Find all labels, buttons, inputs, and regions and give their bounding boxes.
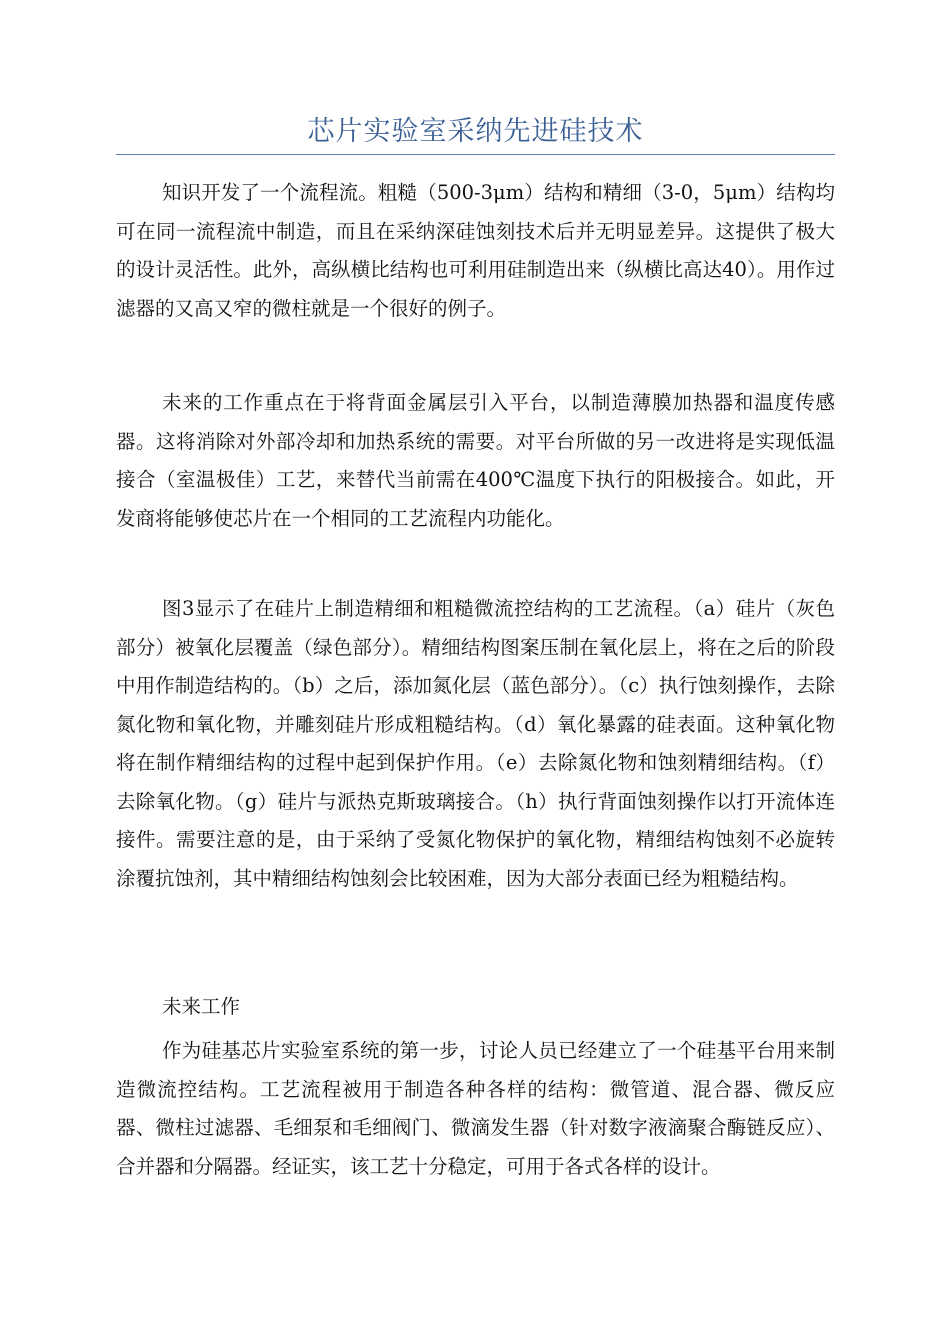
paragraph-future-focus: 未来的工作重点在于将背面金属层引入平台，以制造薄膜加热器和温度传感器。这将消除对外部冷却和加热系统的需要。对平台所做的另一改进将是实现低温接合（室温极佳）工艺，来替代当前需在400℃温度下执行的阳极接合。如此，开发商将能够使芯片在一个相同的工艺流程内功能化。 <box>116 391 835 530</box>
document-title: 芯片实验室采纳先进硅技术 <box>307 116 644 147</box>
section-heading-future-work: 未来工作 <box>162 995 241 1018</box>
paragraph-process-flow: 知识开发了一个流程流。粗糙（500-3μm）结构和精细（3-0，5μm）结构均可在同一流程流中制造，而且在采纳深硅蚀刻技术后并无明显差异。这提供了极大的设计灵活性。此外，高纵横比结构也可利用硅制造出来（纵横比高达40）。用作过滤器的又高又窄的微柱就是一个很好的例子。 <box>116 181 835 320</box>
paragraph-silicon-platform: 作为硅基芯片实验室系统的第一步，讨论人员已经建立了一个硅基平台用来制造微流控结构。工艺流程被用于制造各种各样的结构：微管道、混合器、微反应器、微柱过滤器、毛细泵和毛细阀门、微滴发生器（针对数字液滴聚合酶链反应）、合并器和分隔器。经证实，该工艺十分稳定，可用于各式各样的设计。 <box>116 1039 835 1178</box>
paragraph-figure-3: 图3显示了在硅片上制造精细和粗糙微流控结构的工艺流程。（a）硅片（灰色部分）被氧化层覆盖（绿色部分）。精细结构图案压制在氧化层上，将在之后的阶段中用作制造结构的。（b）之后，添加氮化层（蓝色部分）。（c）执行蚀刻操作，去除氮化物和氧化物，并雕刻硅片形成粗糙结构。（d）氧化暴露的硅表面。这种氧化物将在制作精细结构的过程中起到保护作用。（e）去除氮化物和蚀刻精细结构。（f）去除氧化物。（g）硅片与派热克斯玻璃接合。（h）执行背面蚀刻操作以打开流体连接件。需要注意的是，由于采纳了受氮化物保护的氧化物，精细结构蚀刻不必旋转涂覆抗蚀剂，其中精细结构蚀刻会比较困难，因为大部分表面已经为粗糙结构。 <box>116 597 835 890</box>
title-underline <box>116 154 835 155</box>
